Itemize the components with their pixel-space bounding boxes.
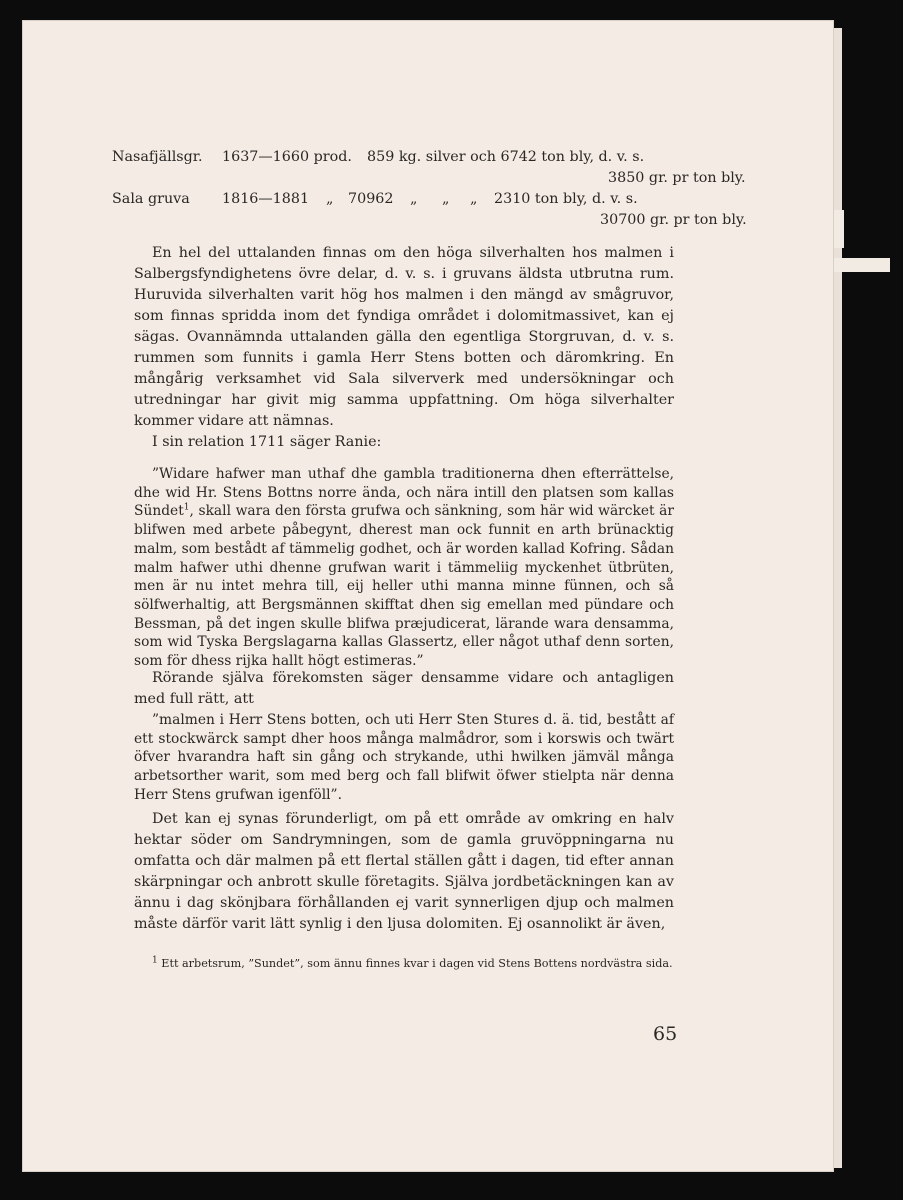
paragraph-4: Det kan ej synas förunderligt, om på ett område av omkring en halv hektar söder om Sandrymningen, som de gamla gruvöppningarna nu omfatta och där malmen på ett flertal ställen gått i dagen, tid efter annan skärpningar och anbrott skulle företagits. Själva jordbetäckningen kan av ännu i dag skönjbara förhållanden ej varit synnerligen djup och malmen måste därför varit lätt synlig i den ljusa dolomiten. Ej osannolikt är även, [134,811,674,932]
paragraph-3: Rörande själva förekomsten säger densamme vidare och antagligen med full rätt, att [134,670,674,707]
footnote-text: Ett arbetsrum, ”Sundet”, som ännu finnes kvar i dagen vid Stens Bottens nordvästra sida. [161,957,673,970]
paper-page [22,20,834,1172]
period: 1637—1660 prod. [222,149,352,165]
production: 859 kg. silver och 6742 ton bly, d. v. s. [367,149,645,165]
footnote [134,955,674,972]
ditto-mark: „ [442,191,450,207]
production: 2310 ton bly, d. v. s. [494,191,638,207]
paper-tab-top [834,210,844,248]
table-row-continuation [608,168,746,189]
ditto-mark: „ [326,191,334,207]
ditto-mark: „ [410,191,418,207]
footnote-mark: 1 [152,955,158,966]
ratio: 3850 gr. pr ton bly. [608,170,746,186]
under-sheet-edge [834,28,842,1168]
paragraph-2: I sin relation 1711 säger Ranie: [152,434,382,450]
period: 1816—1881 [222,191,310,207]
paper-tab-right [834,258,890,272]
silver-amount: 70962 [348,191,394,207]
quote-1-text: ”Widare hafwer man uthaf dhe gambla traditionerna dhen efterrättelse, dhe wid Hr. Stens Bottns norre ända, och nära intill den platsen som kallas Sündet [134,466,674,520]
table-row-continuation [600,210,747,231]
quote-2: ”malmen i Herr Stens botten, och uti Herr Sten Stures d. ä. tid, bestått af ett stockwärck sampt dher hoos många malmådror, som i korswis och twärt öfver hvarandra haft sin gång och strykande, uthi hwilken jämväl många arbetsorther warit, som med berg och fall blifwit öfwer stielpta när denna Herr Stens grufwan igenföll”. [134,712,674,803]
quote-1-text-rest: , skall wara den första grufwa och sänkning, som här wid wärcket är blifwen med arbete påbegynt, dherest man ock funnit en arth brünacktig malm, som bestådt af tämmelig godhet, och är worden kallad Kofring. Sådan malm hafwer uthi dhenne grufwan warit i tämmeliig myckenhet ütbrüten, men är nu intet mehra till, eij heller uthi manna minne fünnen, och så sölfwerhaltig, att Bergsmännen skifftat dhen sig emellan med pündare och Bessman, på det ingen skulle blifwa præjudicerat, lärande wara densamma, som wid Tyska Bergslagarna kallas Glassertz, eller något uthaf denn sorten, som för dhess rijka hallt högt estimeras.” [134,503,674,670]
paragraph-1: En hel del uttalanden finnas om den höga silverhalten hos malmen i Salbergsfyndighetens övre delar, d. v. s. i gruvans äldsta utbrutna rum. Huruvida silverhalten varit hög hos malmen i den mängd av smågruvor, som finnas spridda inom det fyndiga området i dolomitmassivet, kan ej sägas. Ovannämnda uttalanden gälla den egentliga Storgruvan, d. v. s. rummen som funnits i gamla Herr Stens botten och däromkring. En mångårig verksamhet vid Sala silververk med undersökningar och utredningar har givit mig samma uppfattning. Om höga silverhalter kommer vidare att nämnas. [134,245,674,429]
footnote-ref: 1 [183,502,190,513]
ratio: 30700 gr. pr ton bly. [600,212,747,228]
mine-name: Nasafjällsgr. [112,149,203,165]
page-number: 65 [653,1023,678,1045]
ditto-mark: „ [470,191,478,207]
quote-1 [134,465,674,671]
mine-name: Sala gruva [112,191,190,207]
